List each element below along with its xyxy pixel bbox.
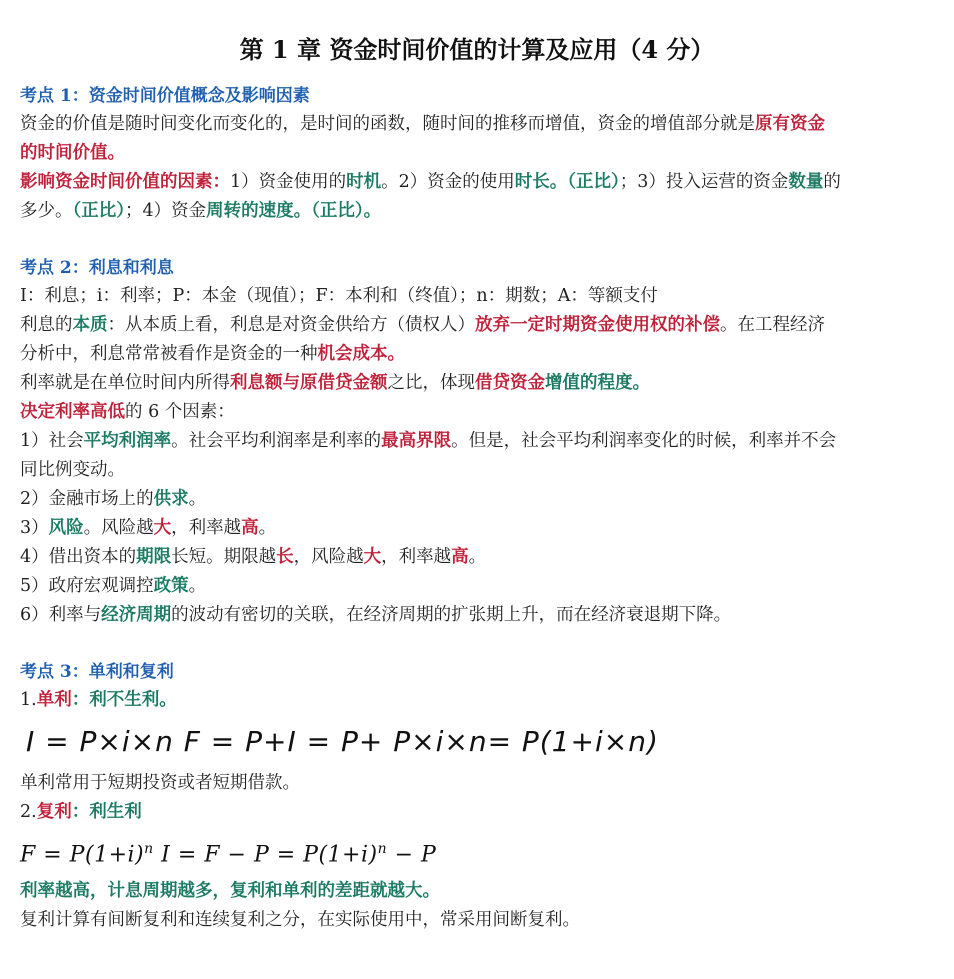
factor-5: 5）政府宏观调控政策。 xyxy=(20,576,207,596)
compound-interest-note: 复利计算有间断复利和连续复利之分，在实际使用中，常采用间断复利。 xyxy=(20,910,580,931)
section-1-factors-line-cont: 多少。（正比）；4）资金周转的速度。（正比）。 xyxy=(20,201,382,221)
section-1-paragraph-1-cont: 的时间价值。 xyxy=(20,143,125,163)
symbols-line: I：利息；i：利率；P：本金（现值）；F：本利和（终值）；n：期数；A：等额支付 xyxy=(20,286,658,306)
factor-1: 1）社会平均利润率。社会平均利润率是利率的最高界限。但是，社会平均利润率变化的时候，利率并不会 xyxy=(20,431,837,451)
factor-3: 3）风险。风险越大，利率越高。 xyxy=(20,518,277,538)
interest-essence-line-cont: 分析中，利息常常被看作是资金的一种机会成本。 xyxy=(20,344,405,364)
interest-rate-definition: 利率就是在单位时间内所得利息额与原借贷金额之比，体现借贷资金增值的程度。 xyxy=(20,373,650,393)
section-2-heading: 考点 2：利息和利息 xyxy=(20,258,174,278)
section-3-heading: 考点 3：单利和复利 xyxy=(20,662,174,682)
factor-1-cont: 同比例变动。 xyxy=(20,460,125,480)
simple-interest-note: 单利常用于短期投资或者短期借款。 xyxy=(20,773,300,793)
compound-interest-label: 2.复利：利生利 xyxy=(20,802,142,822)
factor-4: 4）借出资本的期限长短。期限越长，风险越大，利率越高。 xyxy=(20,547,487,567)
interest-essence-line: 利息的本质：从本质上看，利息是对资金供给方（债权人）放弃一定时期资金使用权的补偿。在工程经济 xyxy=(20,315,825,335)
compound-conclusion: 利率越高，计息周期越多，复利和单利的差距就越大。 xyxy=(20,881,440,902)
section-1-paragraph-1: 资金的价值是随时间变化而变化的，是时间的函数，随时间的推移而增值，资金的增值部分就是原有资金 xyxy=(20,114,825,134)
compound-interest-formula: $F = P(1+i)^n$ $I = F - P = P(1+i)^n - P$ xyxy=(20,841,437,868)
section-1-heading: 考点 1：资金时间价值概念及影响因素 xyxy=(20,86,310,106)
simple-interest-formula: I = P×i×n F = P+I = P+ P×i×n= P(1+i×n) xyxy=(26,725,659,758)
factor-2: 2）金融市场上的供求。 xyxy=(20,489,207,509)
rate-factors-intro: 决定利率高低的 6 个因素： xyxy=(20,402,235,422)
factor-6: 6）利率与经济周期的波动有密切的关联，在经济周期的扩张期上升，而在经济衰退期下降。 xyxy=(20,605,732,625)
chapter-title: 第 1 章 资金时间价值的计算及应用（4 分） xyxy=(239,35,715,64)
simple-interest-label: 1.单利：利不生利。 xyxy=(20,690,177,710)
section-1-factors-line: 影响资金时间价值的因素：1）资金使用的时机。2）资金的使用时长。（正比）；3）投入运营的资金数量的 xyxy=(20,172,841,192)
